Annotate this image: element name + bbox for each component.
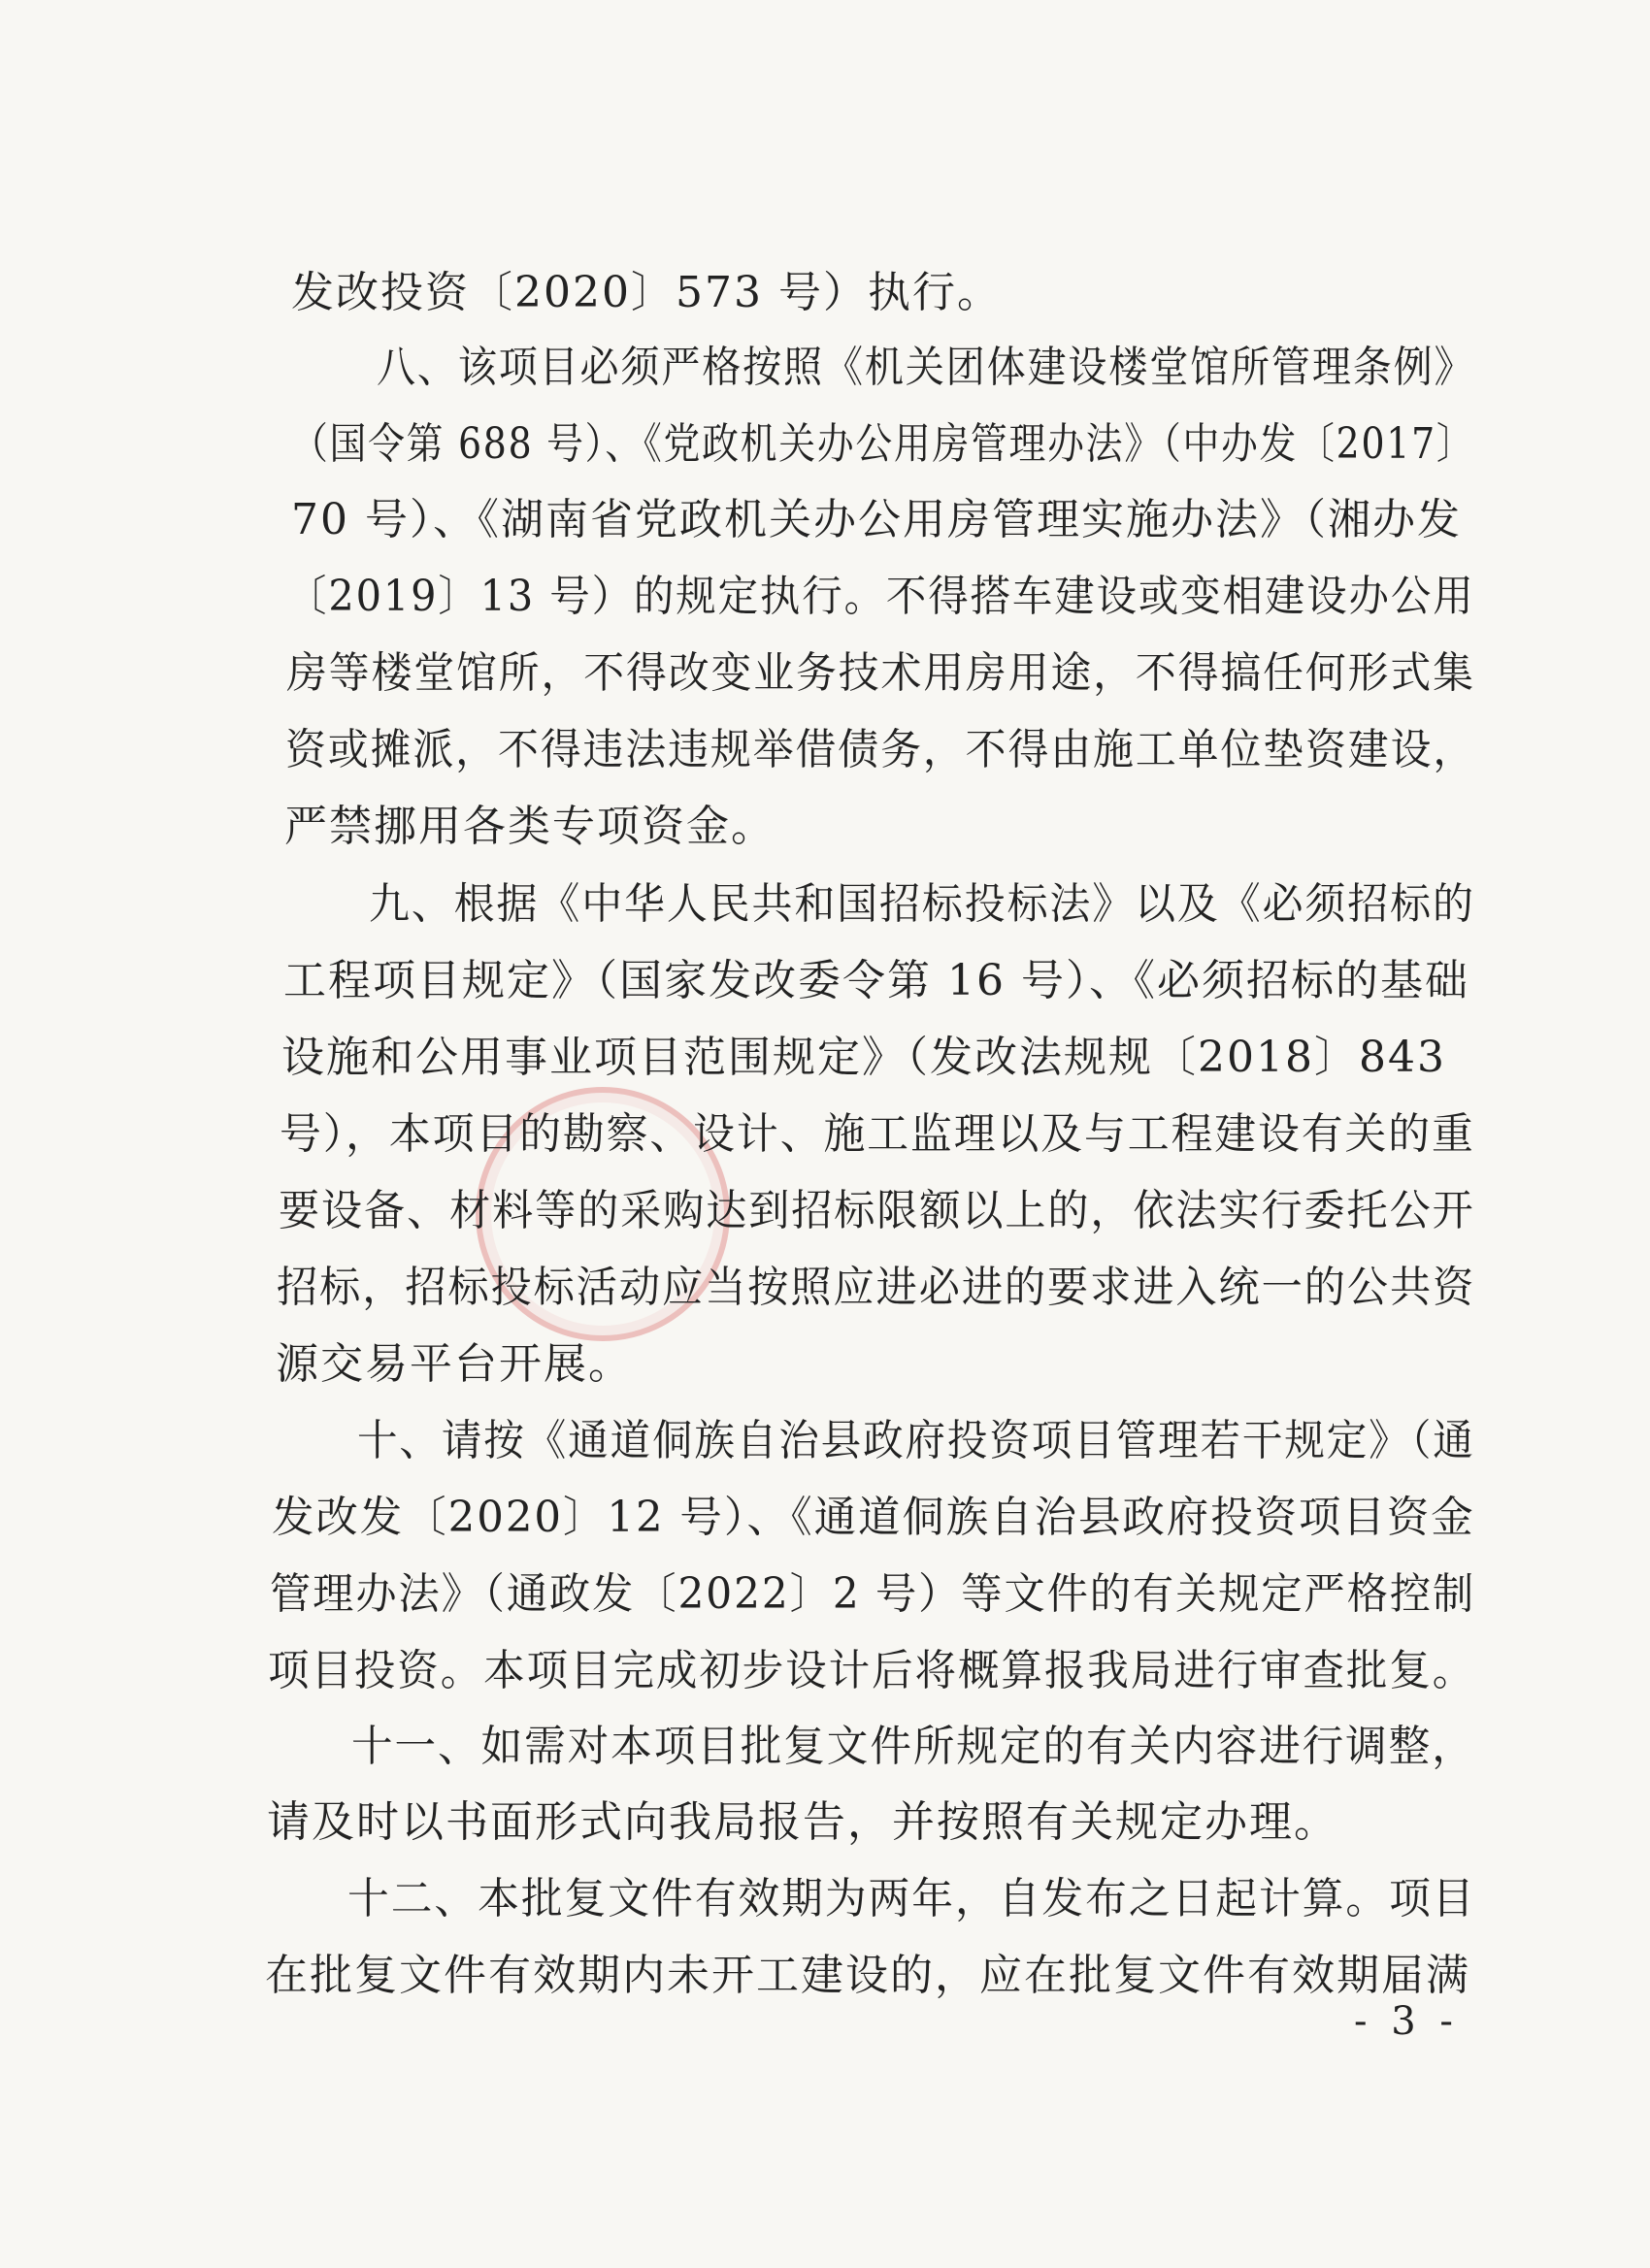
text-line-20: 十一、如需对本项目批复文件所规定的有关内容进行调整， <box>351 1722 1475 1771</box>
text-line-17: 发改发〔2020〕12 号）、《通道侗族自治县政府投资项目资金 <box>272 1493 1475 1542</box>
text-line-18: 管理办法》（通政发〔2022〕2 号）等文件的有关规定严格控制 <box>270 1569 1476 1619</box>
text-line-9: 九、根据《中华人民共和国招标投标法》以及《必须招标的 <box>369 879 1475 929</box>
text-line-15: 源交易平台开展。 <box>276 1339 633 1389</box>
text-line-2: 八、该项目必须严格按照《机关团体建设楼堂馆所管理条例》 <box>377 343 1475 392</box>
text-line-10: 工程项目规定》（国家发改委令第 16 号）、《必须招标的基础 <box>283 956 1469 1005</box>
text-line-13: 要设备、材料等的采购达到招标限额以上的，依法实行委托公开 <box>279 1186 1475 1235</box>
text-line-23: 在批复文件有效期内未开工建设的，应在批复文件有效期届满 <box>265 1951 1470 2000</box>
text-line-19: 项目投资。本项目完成初步设计后将概算报我局进行审查批复。 <box>268 1646 1476 1695</box>
text-line-21: 请及时以书面形式向我局报告，并按照有关规定办理。 <box>267 1797 1338 1847</box>
text-line-14: 招标，招标投标活动应当按照应进必进的要求进入统一的公共资 <box>277 1263 1476 1312</box>
text-line-6: 房等楼堂馆所，不得改变业务技术用房用途，不得搞任何形式集 <box>286 648 1475 698</box>
text-line-12: 号），本项目的勘察、设计、施工监理以及与工程建设有关的重 <box>280 1109 1475 1159</box>
text-line-1: 发改投资〔2020〕573 号）执行。 <box>291 268 1002 317</box>
text-line-16: 十、请按《通道侗族自治县政府投资项目管理若干规定》（通 <box>357 1416 1475 1465</box>
text-line-3: （国令第 688 号）、《党政机关办公用房管理办法》（中办发〔2017〕 <box>291 419 1475 469</box>
text-line-22: 十二、本批复文件有效期为两年，自发布之日起计算。项目 <box>347 1874 1476 1923</box>
page-number: - 3 - <box>1354 1999 1459 2044</box>
text-line-7: 资或摊派，不得违法违规举借债务，不得由施工单位垫资建设， <box>285 725 1476 774</box>
text-line-4: 70 号）、《湖南省党政机关办公用房管理实施办法》（湘办发 <box>291 495 1462 544</box>
text-line-8: 严禁挪用各类专项资金。 <box>284 802 776 851</box>
text-line-5: 〔2019〕13 号）的规定执行。不得搭车建设或变相建设办公用 <box>286 572 1475 621</box>
text-line-11: 设施和公用事业项目范围规定》（发改法规规〔2018〕843 <box>281 1033 1446 1082</box>
